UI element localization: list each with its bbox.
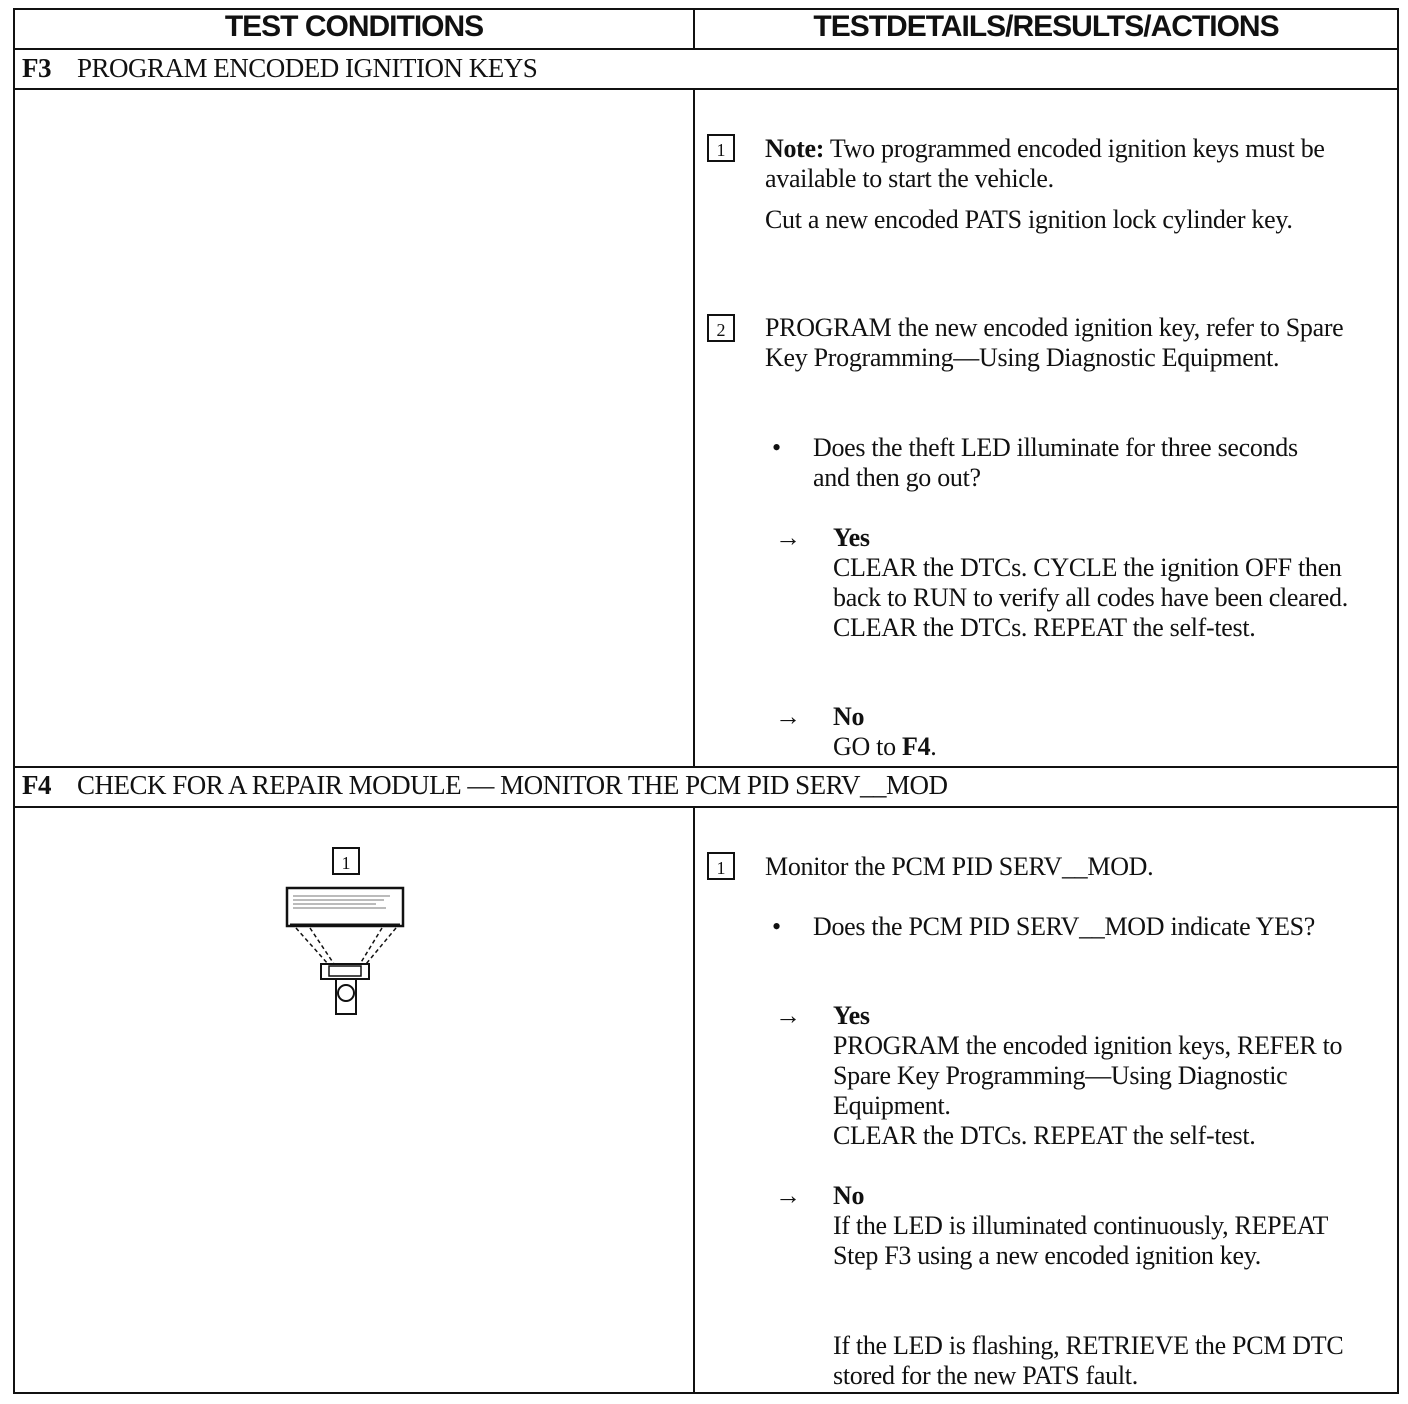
f4-code: F4 xyxy=(22,770,51,800)
column-divider-f3 xyxy=(693,88,695,768)
f4-yes-text-2: CLEAR the DTCs. REPEAT the self-test. xyxy=(833,1121,1256,1150)
f4-section-title xyxy=(22,770,947,801)
f3-step1-text: Cut a new encoded PATS ignition lock cylinder key. xyxy=(765,205,1293,234)
f4-no-text-1: If the LED is illuminated continuously, REPEAT Step F3 using a new encoded ignition key. xyxy=(833,1211,1328,1270)
f3-no-text-post: . xyxy=(930,732,937,761)
f3-title-bottom-border xyxy=(13,88,1399,90)
f4-step1-question: Does the PCM PID SERV__MOD indicate YES? xyxy=(813,912,1316,941)
f3-step1-note xyxy=(765,134,1345,194)
f3-step2-question: Does the theft LED illuminate for three seconds and then go out? xyxy=(813,433,1298,492)
header-test-conditions: TEST CONDITIONS xyxy=(224,10,484,43)
f4-yes-label: Yes xyxy=(833,1001,870,1030)
f3-no-text-pre: GO to xyxy=(833,732,902,761)
f3-yes-arrow: → xyxy=(775,523,801,552)
f3-yes-label: Yes xyxy=(833,523,870,552)
f4-yes-text-1: PROGRAM the encoded ignition keys, REFER to Spare Key Programming—Using Diagnostic Equipment. xyxy=(833,1031,1343,1120)
f4-yes-block xyxy=(833,1001,1378,1151)
f4-title-bottom-border xyxy=(13,806,1399,808)
f3-step1-number-box: 1 xyxy=(707,134,735,162)
scan-tool-screen xyxy=(287,888,403,926)
f3-no-target: F4 xyxy=(901,732,931,761)
f4-step1-number-box: 1 xyxy=(707,852,735,880)
f4-question-bullet: • xyxy=(772,912,782,941)
f4-no-label: No xyxy=(833,1181,865,1210)
f4-title-top-border xyxy=(13,766,1399,768)
f3-code: F3 xyxy=(22,53,51,83)
f3-step2-number-box: 2 xyxy=(707,314,735,342)
f3-no-arrow: → xyxy=(775,702,801,731)
f3-yes-text: CLEAR the DTCs. CYCLE the ignition OFF then back to RUN to verify all codes have been cleared. CLEAR the DTCs. REPEAT the self-test. xyxy=(833,553,1348,642)
f4-no-arrow: → xyxy=(775,1181,801,1210)
f4-step1-text: Monitor the PCM PID SERV__MOD. xyxy=(765,852,1154,881)
table-bottom-border xyxy=(13,1392,1399,1394)
table-left-border xyxy=(13,8,15,1394)
f3-no-block xyxy=(833,702,1373,762)
note-label: Note: xyxy=(765,134,825,163)
header-test-details: TESTDETAILS/RESULTS/ACTIONS xyxy=(813,10,1279,43)
f3-title: PROGRAM ENCODED IGNITION KEYS xyxy=(77,53,538,83)
f3-question-bullet: • xyxy=(772,433,782,462)
note-text: Two programmed encoded ignition keys must be available to start the vehicle. xyxy=(765,134,1325,193)
f4-title: CHECK FOR A REPAIR MODULE — MONITOR THE PCM PID SERV__MOD xyxy=(77,770,948,800)
f3-yes-block xyxy=(833,523,1388,643)
table-right-border xyxy=(1397,8,1399,1394)
f3-no-label: No xyxy=(833,702,865,731)
f4-figure-number-box: 1 xyxy=(332,847,360,875)
f3-section-title xyxy=(22,53,537,84)
f3-step2-text: PROGRAM the new encoded ignition key, refer to Spare Key Programming—Using Diagnostic Equipment. xyxy=(765,313,1344,372)
f4-no-block xyxy=(833,1181,1378,1271)
column-divider-f4 xyxy=(693,806,695,1394)
f4-yes-arrow: → xyxy=(775,1001,801,1030)
scan-tool-illustration xyxy=(280,884,412,1018)
header-bottom-border xyxy=(13,48,1399,50)
f4-no-text-2: If the LED is flashing, RETRIEVE the PCM DTC stored for the new PATS fault. xyxy=(833,1331,1344,1390)
